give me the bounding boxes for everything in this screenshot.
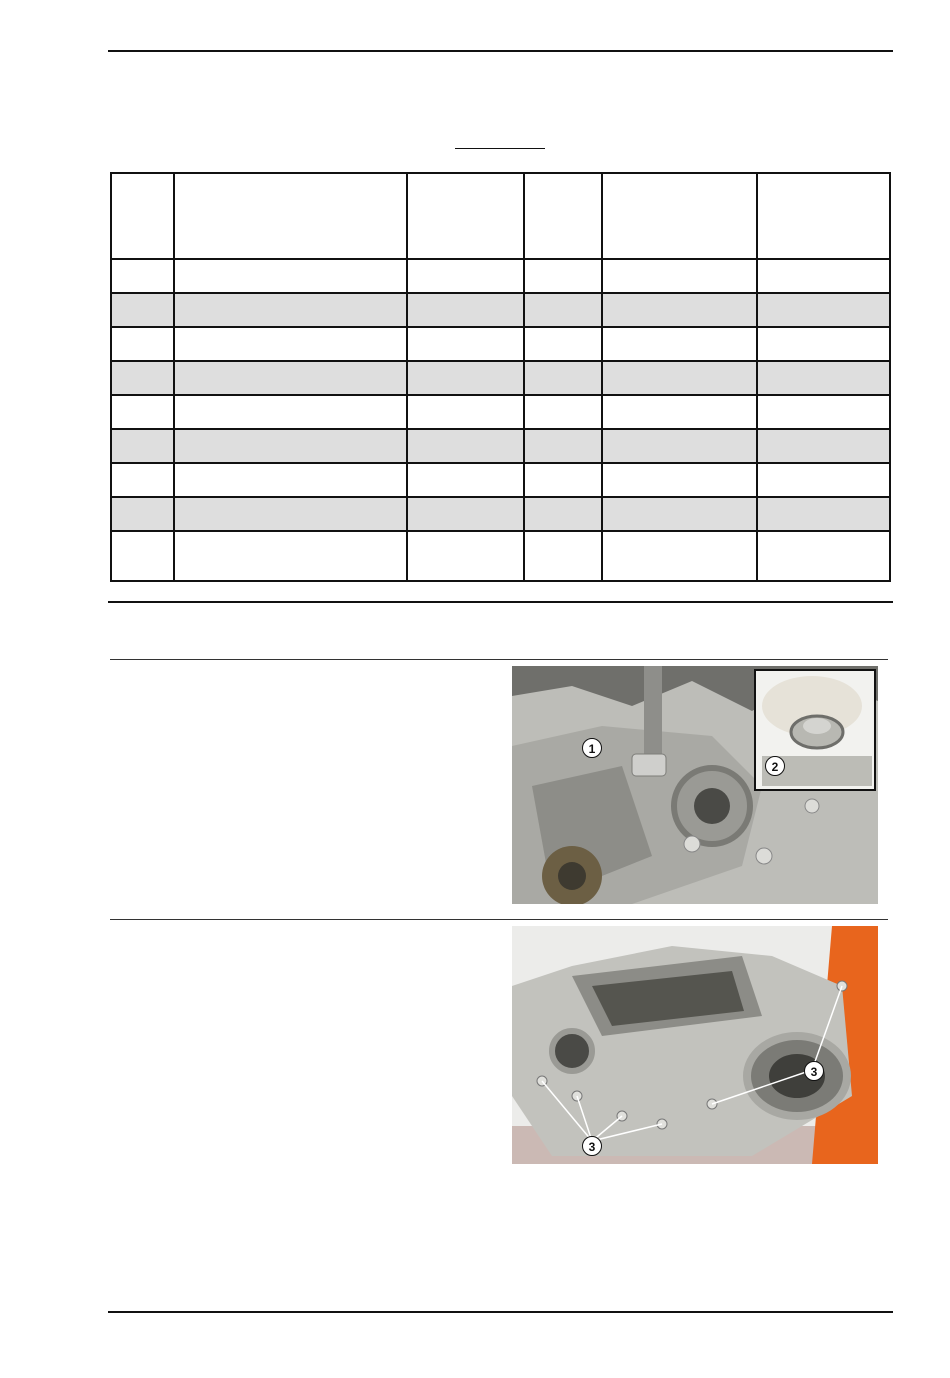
table-cell [524,361,602,395]
table-cell [111,327,174,361]
table-row [111,497,890,531]
table-cell [757,361,890,395]
table-cell [174,259,407,293]
callout-3: 3 [582,1136,602,1156]
table-header-cell [407,173,524,259]
table-cell [524,259,602,293]
table-cell [174,429,407,463]
table-cell [602,531,757,581]
table-header-cell [111,173,174,259]
step-divider [110,659,888,660]
table-header-row [111,173,890,259]
table-cell [111,293,174,327]
table-cell [524,463,602,497]
table-cell [407,361,524,395]
table-cell [757,497,890,531]
table-cell [174,497,407,531]
engine-photo-1-drawing [512,666,878,904]
table-row [111,531,890,581]
table-cell [524,395,602,429]
table-cell [111,259,174,293]
table-cell [602,395,757,429]
table-cell [407,429,524,463]
table-cell [602,497,757,531]
table-cell [524,429,602,463]
table-row [111,259,890,293]
table-cell [174,361,407,395]
table-cell [757,259,890,293]
table-cell [111,361,174,395]
engine-photo-2-drawing [512,926,878,1164]
table-cell [407,463,524,497]
table-caption [455,134,545,149]
table-header-cell [174,173,407,259]
table-cell [111,463,174,497]
table-cell [407,259,524,293]
table-cell [757,395,890,429]
table-row [111,293,890,327]
callout-2: 2 [765,756,785,776]
table-cell [407,327,524,361]
spec-table [110,172,891,582]
table-row [111,361,890,395]
table-cell [602,429,757,463]
table-cell [524,293,602,327]
table-header-cell [524,173,602,259]
table-cell [111,395,174,429]
header-rule [108,50,893,52]
table-cell [111,497,174,531]
table-cell [524,497,602,531]
footer-rule [108,1311,893,1313]
table-cell [174,463,407,497]
callout-3: 3 [804,1061,824,1081]
step-divider [110,919,888,920]
table-cell [174,395,407,429]
table-cell [111,531,174,581]
table-row [111,429,890,463]
table-cell [174,293,407,327]
table-cell [757,531,890,581]
table-cell [602,259,757,293]
table-cell [602,361,757,395]
table-cell [407,531,524,581]
table-header-cell [757,173,890,259]
section-rule [108,601,893,603]
table-cell [524,531,602,581]
table-cell [407,395,524,429]
engine-photo-1 [512,666,878,904]
table-row [111,463,890,497]
table-cell [407,497,524,531]
table-cell [524,327,602,361]
table-cell [602,463,757,497]
table-cell [757,429,890,463]
table-cell [174,531,407,581]
table-cell [757,327,890,361]
table-row [111,327,890,361]
table-cell [602,327,757,361]
engine-photo-2 [512,926,878,1164]
table-cell [757,463,890,497]
table-header-cell [602,173,757,259]
callout-1: 1 [582,738,602,758]
table-cell [111,429,174,463]
table-cell [174,327,407,361]
table-row [111,395,890,429]
table-cell [757,293,890,327]
table-cell [407,293,524,327]
table-cell [602,293,757,327]
